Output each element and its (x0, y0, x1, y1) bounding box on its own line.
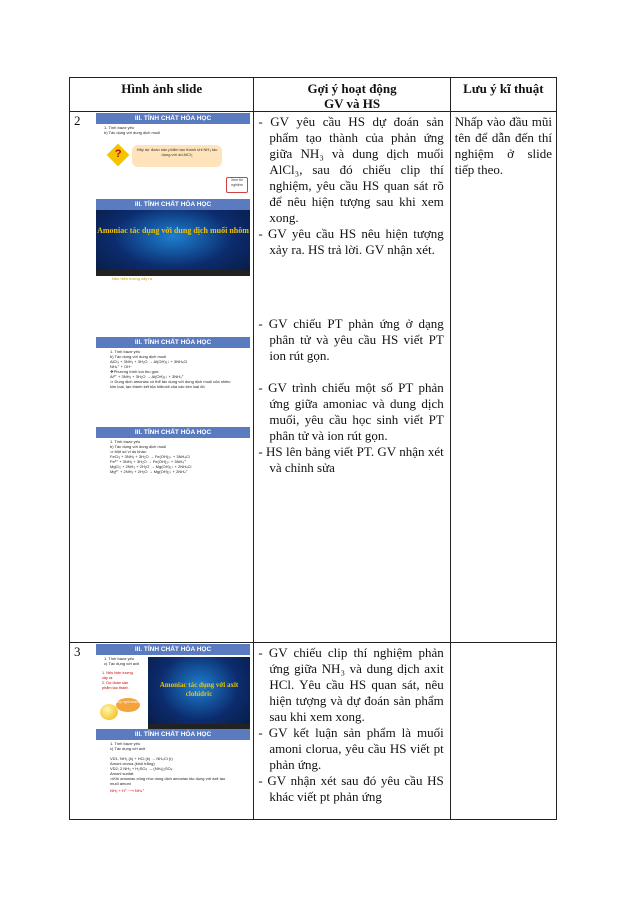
slide-thumbnail (96, 644, 250, 730)
slide-title: III. TÍNH CHẤT HÓA HỌC (96, 427, 250, 438)
activity-list (254, 643, 449, 805)
activity-item: - GV chiếu clip thí nghiệm phản ứng giữa NH₃ và dung dịch axit HCl. Yêu cầu HS quan sát, nêu hiện tượng và dự đoán sản phẩm sau khi xem xong. (258, 645, 444, 724)
row-number: 3 (74, 644, 81, 659)
question-icon: ? (107, 144, 130, 167)
activity-cell (254, 112, 450, 643)
question-bubble: Hãy dự đoán sản phẩm tạo thành khi NH₃ tác dụng với dd AlCl₃ (132, 145, 222, 167)
slide-text: 1. Tính bazơ yếu b) Tác dụng với dung dịch muối ⇒ Một số ví dụ khác: FeCl₃ + 3NH₃ + 3H₂O → Fe(OH)₃↓ + 3NH₄Cl Fe³⁺ + 3NH₃ + 3H₂O → Fe(OH)₃↓ + 3NH₄⁺ MgCl₂ + 2NH₃ + 2H₂O → Mg(OH)₂↓ + 2NH₄Cl Mg²⁺ + 2NH₃ + 2H₂O → Mg(OH)₂↓ + 2NH₄⁺ (110, 439, 192, 474)
view-experiment-button[interactable]: Xem thí nghiệm (226, 177, 248, 193)
technical-note (451, 643, 556, 645)
slide-title: III. TÍNH CHẤT HÓA HỌC (96, 337, 250, 348)
slide-caption: Nêu hiện tượng xảy ra (112, 276, 152, 281)
video-controls[interactable] (96, 270, 250, 276)
technical-note: Nhấp vào đầu mũi tên để dẫn đến thí nghiệm ở slide tiếp theo. (454, 114, 552, 177)
header-technical-note: Lưu ý kĩ thuật (450, 78, 556, 112)
video-player[interactable] (96, 210, 250, 276)
video-title: Amoniac tác dụng với dung dịch muối nhôm (97, 226, 249, 235)
header-activity: Gợi ý hoạt động GV và HS (254, 78, 450, 112)
slide-title: III. TÍNH CHẤT HÓA HỌC (96, 729, 250, 740)
activity-list (254, 112, 449, 476)
activity-item: - GV kết luận sản phẩm là muối amoni clorua, yêu cầu HS viết pt phản ứng. (258, 725, 444, 772)
activity-item: - GV yêu cầu HS dự đoán sản phẩm tạo thành của phản ứng giữa NH₃ và dung dịch muối AlCl₃, sau đó chiếu clip thí nghiệm, yêu cầu HS quan sát rõ để nêu hiện tượng sau khi xem xong. (258, 114, 444, 225)
activity-item: - HS lên bảng viết PT. GV nhận xét và chỉnh sửa (258, 444, 444, 475)
slide-title: III. TÍNH CHẤT HÓA HỌC (96, 113, 250, 124)
slide-thumbnail (96, 427, 250, 515)
activity-item: - GV chiếu PT phản ứng ở dạng phân tử và yêu cầu HS viết PT ion rút gọn. (258, 316, 444, 363)
slide-title: III. TÍNH CHẤT HÓA HỌC (96, 644, 250, 655)
question-list: 1. Nêu hiện tượng xảy ra 2. Dự đoán sản phẩm tạo thành (102, 671, 133, 690)
activity-item: - GV nhận xét sau đó yêu cầu HS khác viết pt phản ứng (258, 773, 444, 804)
row-number: 2 (74, 113, 81, 128)
slide-cell (70, 112, 254, 643)
slide-thumbnail (96, 729, 250, 818)
slide-equation: NH₃ + H⁺ ⟶ NH₄⁺ (110, 788, 145, 793)
note-cell (450, 643, 556, 820)
think-bubble: Suy nghĩ nhanh (116, 698, 140, 712)
slide-text: 1. Tính bazơ yếu c) Tác dụng với axit VD1: NH₃ (k) + HCl (k) → NH₄Cl (r) Amoni clorua (khói trắng) VD2: 2 NH₃ + H₂SO₄ → (NH₄)₂SO₄ Amoni sunfat ⇒Khi amoniac cũng như dung dịch amoniac tác dụng với axit tạo muối amoni (110, 741, 226, 786)
header-slide-image: Hình ảnh slide (70, 78, 254, 112)
slide-thumbnail (96, 337, 250, 425)
note-cell (450, 112, 556, 643)
slide-cell (70, 643, 254, 820)
activity-item: - GV yêu cầu HS nêu hiện tượng xảy ra. HS trả lời. GV nhận xét. (258, 226, 444, 257)
slide-thumbnail (96, 199, 250, 285)
slide-text: 1. Tính bazơ yếu b) Tác dụng với dung dịch muối AlCl₃ + 3NH₃ + 3H₂O → Al(OH)₃↓ + 3NH₄Cl NH₄⁺ + OH⁻ ❖Phương trình ion thu gọn: Al³⁺ + 3NH₃ + 3H₂O → Al(OH)₃↓ + 3NH₄⁺ ⇒ Dung dịch amoniac có thể tác dụng với dung dịch muối của nhiều kim loại, tạo thành kết tủa hiđroxit của các kim loại đó (110, 349, 231, 389)
table-row (70, 643, 557, 820)
activity-item: - GV trình chiếu một số PT phản ứng giữa amoniac và dung dịch muối, yêu cầu học sinh viết PT phân tử và ion rút gọn. (258, 380, 444, 443)
table-row (70, 112, 557, 643)
video-title: Amoniac tác dụng với axit clohidric (159, 681, 239, 698)
slide-thumbnail (96, 113, 250, 199)
slide-title: III. TÍNH CHẤT HÓA HỌC (96, 199, 250, 210)
slide-text: 1. Tính bazơ yếu c) Tác dụng với axit (104, 656, 140, 666)
slide-text: 1. Tính bazơ yếu b) Tác dụng với dung dịch muối (104, 125, 161, 135)
lesson-table (69, 77, 557, 820)
video-player[interactable] (148, 657, 250, 730)
activity-cell (254, 643, 450, 820)
